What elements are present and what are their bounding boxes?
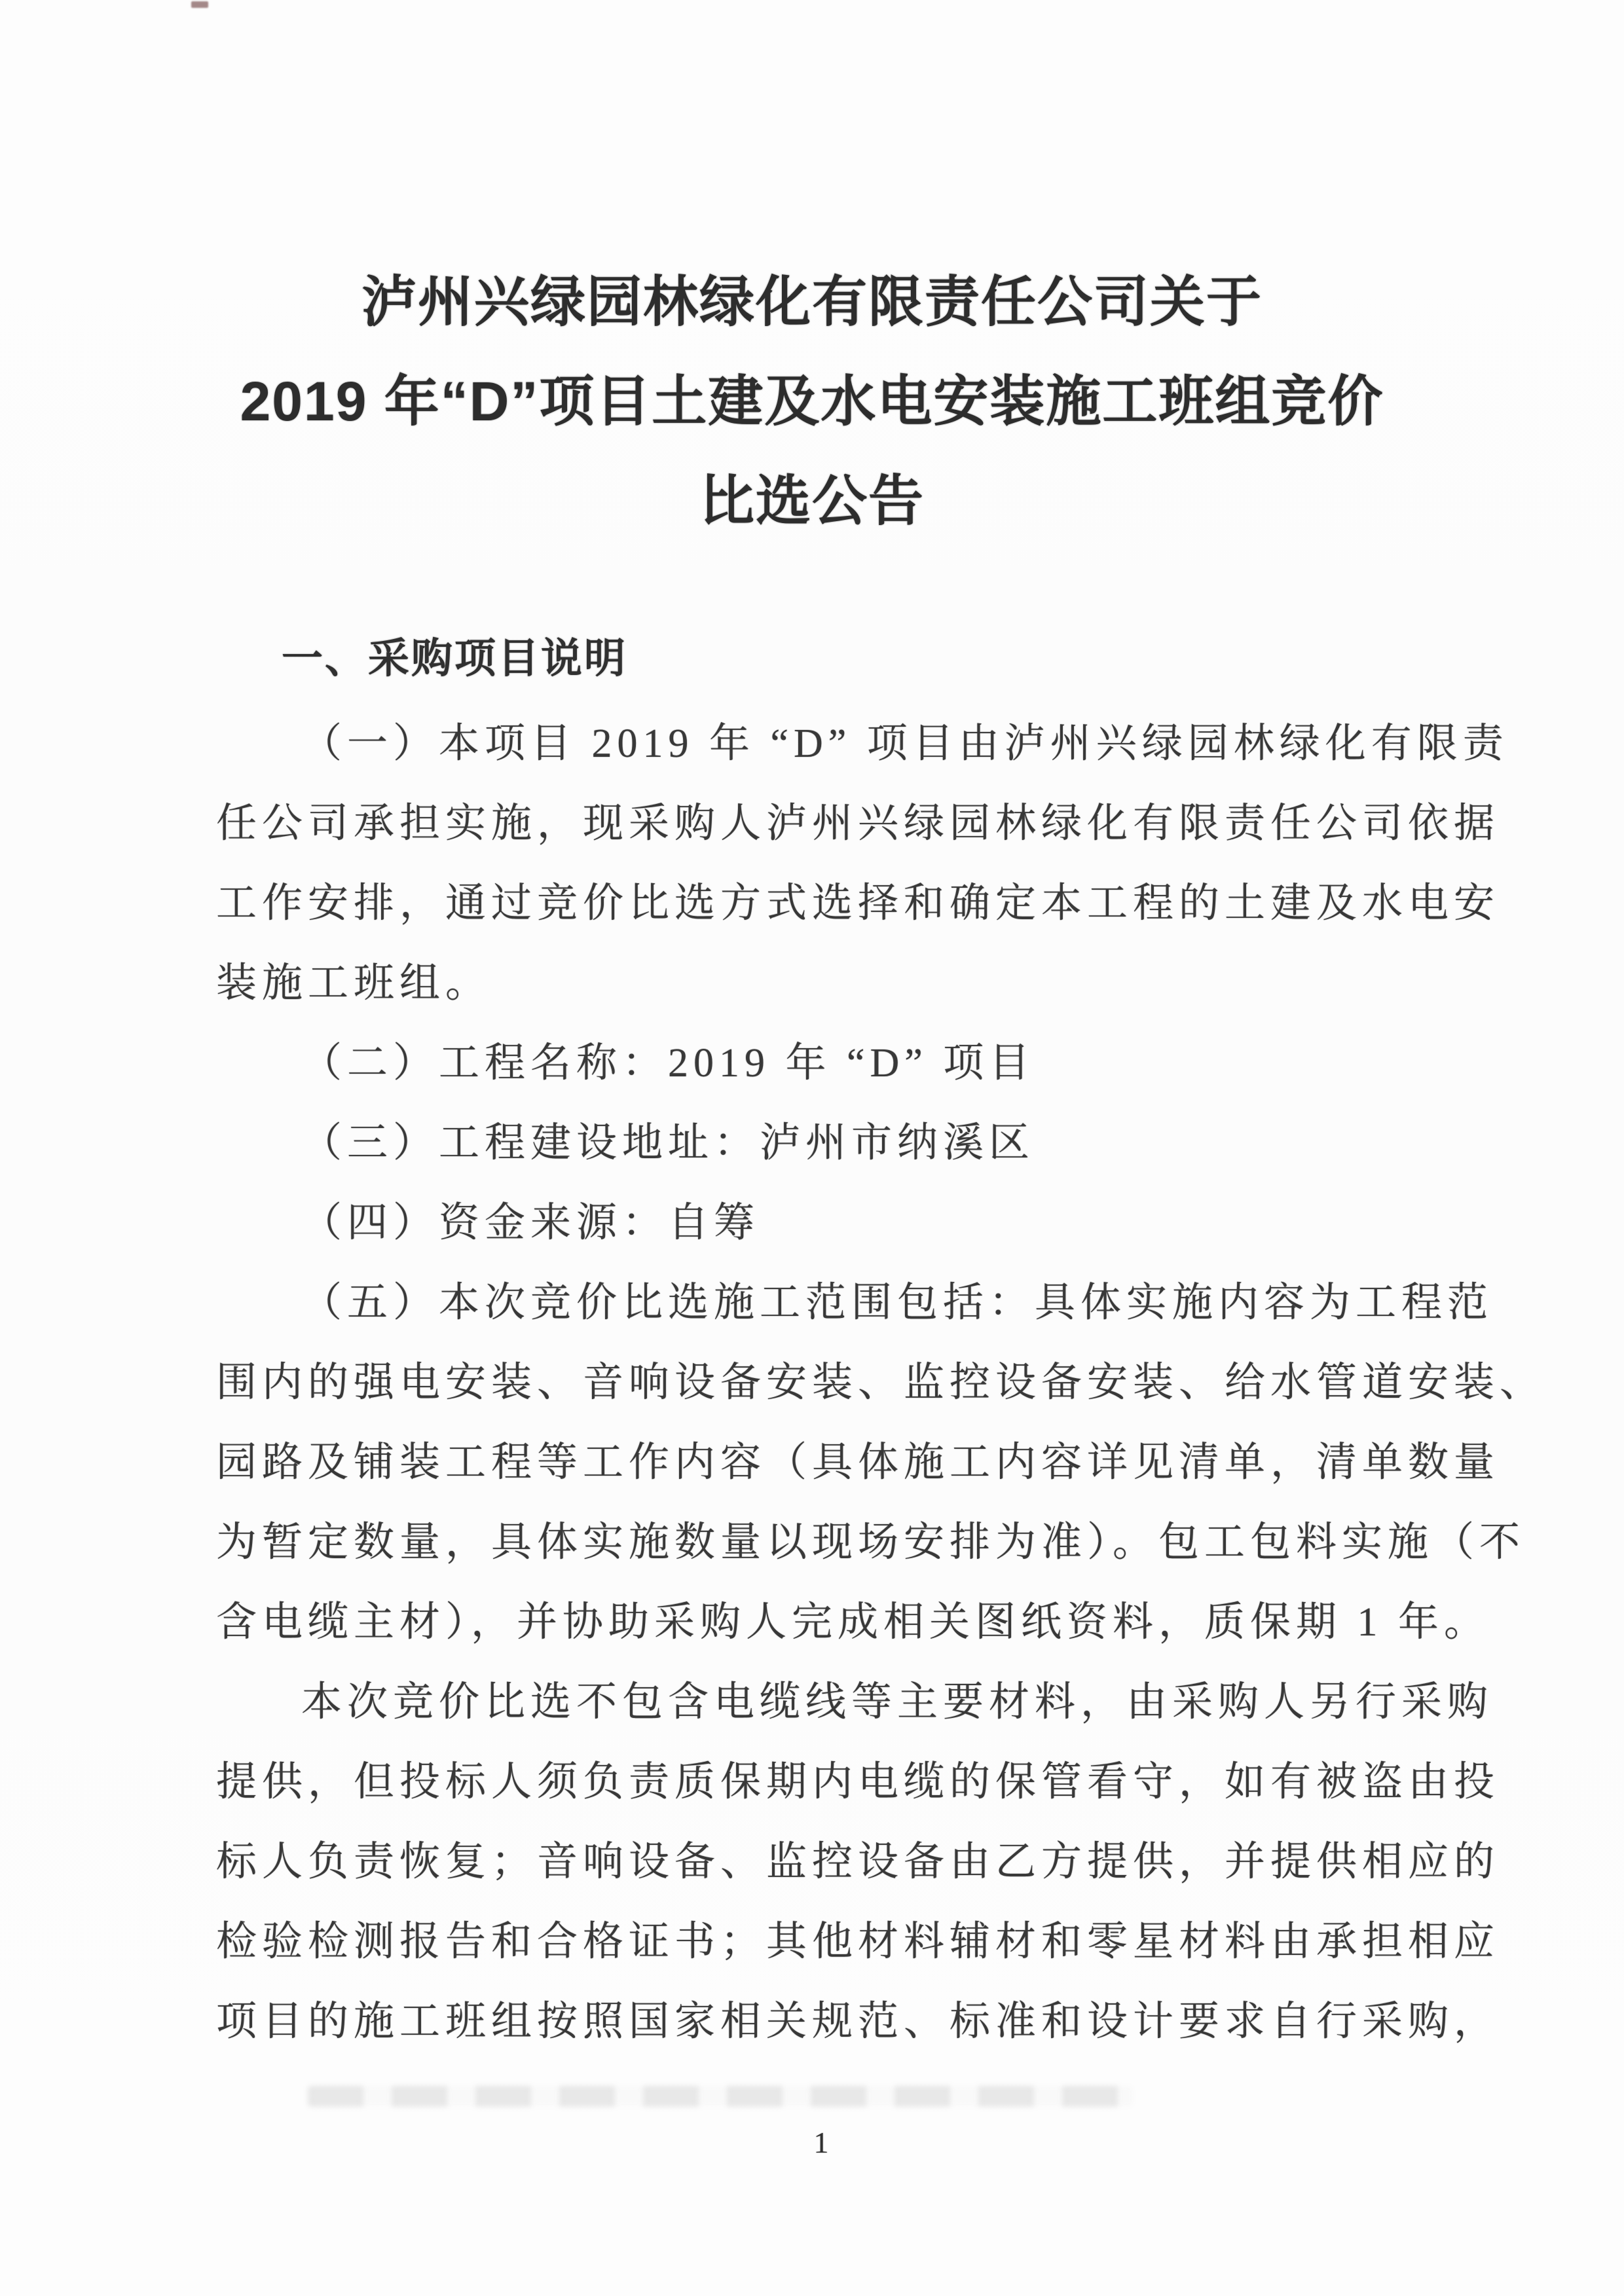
body-line: 装施工班组。 [216,961,492,1006]
scan-bleed-artifact [308,2086,1133,2107]
body-line: 标人负责恢复；音响设备、监控设备由乙方提供，并提供相应的 [216,1840,1500,1884]
body-line: 含电缆主材），并协助采购人完成相关图纸资料，质保期 1 年。 [216,1600,1490,1645]
body-line: 任公司承担实施，现采购人泸州兴绿园林绿化有限责任公司依据 [216,801,1500,846]
body-line: 提供，但投标人须负责质保期内电缆的保管看守，如有被盗由投 [216,1760,1500,1804]
body-line: （二）工程名称：2019 年 “D” 项目 [301,1041,1035,1085]
scan-speck-artifact [191,1,208,8]
title-line: 泸州兴绿园林绿化有限责任公司关于 [361,271,1263,333]
body-line: （一）本项目 2019 年 “D” 项目由泸州兴绿园林绿化有限责 [301,721,1509,766]
body-line: 项目的施工班组按照国家相关规范、标准和设计要求自行采购， [216,1999,1500,2044]
body-line: 本次竞价比选不包含电缆线等主要材料，由采购人另行采购 [301,1680,1494,1724]
body-line: 工作安排，通过竞价比选方式选择和确定本工程的土建及水电安 [216,881,1500,926]
body-text [216,704,1546,2062]
body-line: 园路及铺装工程等工作内容（具体施工内容详见清单，清单数量 [216,1440,1500,1485]
document-title [0,252,1624,551]
body-line: （三）工程建设地址：泸州市纳溪区 [301,1121,1035,1165]
title-line: 比选公告 [699,470,925,532]
title-line: 2019 年“D”项目土建及水电安装施工班组竞价 [240,371,1384,432]
body-line: （四）资金来源：自筹 [301,1201,760,1245]
page-number: 1 [813,2126,829,2159]
body-line: 围内的强电安装、音响设备安装、监控设备安装、给水管道安装、 [216,1360,1546,1405]
body-line: 检验检测报告和合格证书；其他材料辅材和零星材料由承担相应 [216,1920,1500,1964]
section-heading: 一、采购项目说明 [282,636,627,682]
body-line: （五）本次竞价比选施工范围包括：具体实施内容为工程范 [301,1281,1494,1325]
body-line: 为暂定数量，具体实施数量以现场安排为准）。包工包料实施（不 [216,1520,1526,1565]
